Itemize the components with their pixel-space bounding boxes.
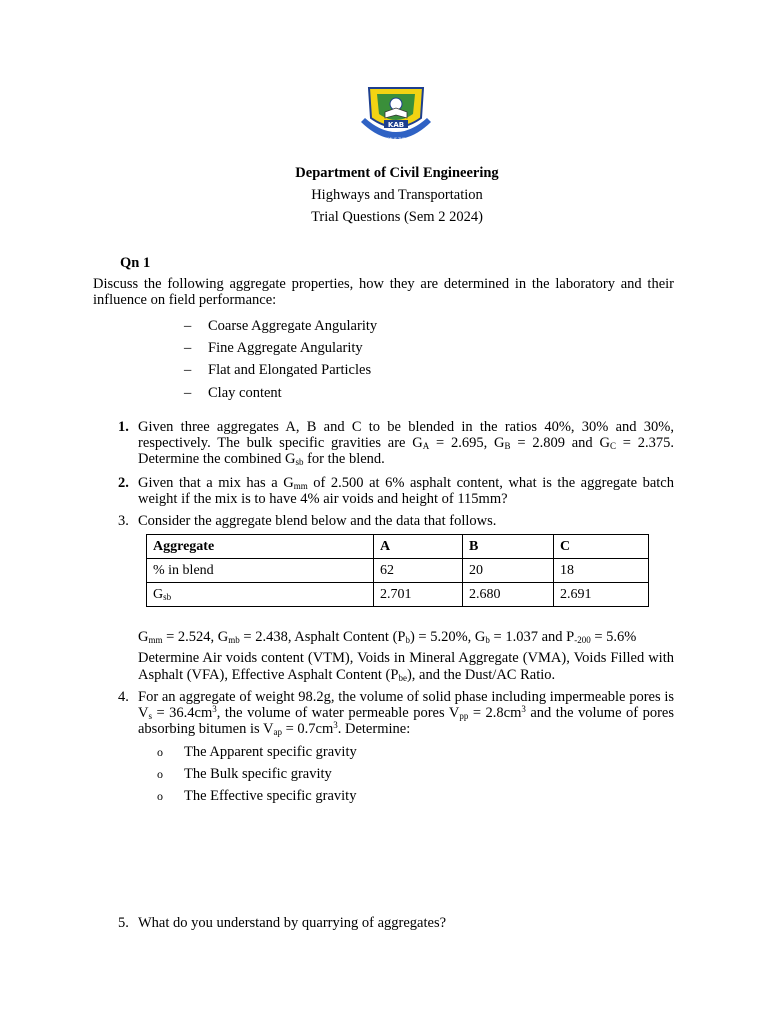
table-cell: 18: [554, 559, 649, 583]
question-text: For an aggregate of weight 98.2g, the volume of solid phase including impermeable pores is $V_s = 36.4cm^3$, the volume of water permeable pores $V_{pp} = 2.8cm^3$ and the volume of pores absorbing bitumen is $V_{ap} = 0.7cm^3$. Determine:: [138, 689, 674, 737]
question-3: [118, 513, 674, 529]
question-1-heading: Qn 1: [120, 255, 151, 271]
table-cell: 2.680: [463, 583, 554, 607]
question-5: [118, 915, 674, 931]
table-header: Aggregate: [147, 535, 374, 559]
aggregate-blend-table: [146, 534, 649, 607]
list-item: o The Bulk specific gravity: [157, 765, 332, 782]
list-item: o The Apparent specific gravity: [157, 743, 357, 760]
question-text: Given three aggregates A, B and C to be blended in the ratios 40%, 30% and 30%, respectively. The bulk specific gravities are $G_A = 2.695$, $G_B = 2.809$ and $G_C = 2.375$. Determine the combined $G_{sb}$ for the blend.: [138, 419, 674, 467]
list-item: – Fine Aggregate Angularity: [184, 339, 363, 356]
course-title: Highways and Transportation: [311, 187, 483, 203]
mix-data-formula: $G_{mm} = 2.524$, $G_{mb} = 2.438$, Asphalt Content $(P_b) = 5.20\%$, $G_b = 1.037$ and $P_{-200} = 5.6\%$: [138, 629, 637, 645]
question-number: 1.: [118, 419, 129, 435]
table-header-row: [147, 535, 649, 559]
question-text: Consider the aggregate blend below and the data that follows.: [138, 513, 497, 529]
question-text: What do you understand by quarrying of aggregates?: [138, 915, 447, 931]
list-item: – Coarse Aggregate Angularity: [184, 317, 378, 334]
circle-bullet-icon: o: [157, 788, 163, 803]
logo-text: KAB: [387, 121, 405, 129]
qn1-intro-text: Discuss the following aggregate properties, how they are determined in the laboratory and their influence on field performance:: [93, 276, 674, 308]
exam-title: Trial Questions (Sem 2 2024): [311, 209, 483, 225]
table-cell: 2.701: [374, 583, 463, 607]
table-cell: $G_{sb}$: [147, 583, 374, 607]
department-title: Department of Civil Engineering: [295, 165, 499, 181]
table-row: [147, 583, 649, 607]
table-header: C: [554, 535, 649, 559]
list-item: o The Effective specific gravity: [157, 787, 357, 804]
list-item: – Clay content: [184, 384, 282, 401]
table-row: [147, 559, 649, 583]
circle-bullet-icon: o: [157, 744, 163, 759]
question-2: [118, 475, 674, 507]
question-4: [118, 689, 674, 737]
question-number: 3.: [118, 513, 129, 529]
table-cell: 62: [374, 559, 463, 583]
circle-bullet-icon: o: [157, 766, 163, 781]
question-number: 4.: [118, 689, 129, 705]
table-cell: 20: [463, 559, 554, 583]
table-cell: % in blend: [147, 559, 374, 583]
aggregate-properties-list: [184, 315, 377, 404]
table-header: B: [463, 535, 554, 559]
question-number: 5.: [118, 915, 129, 931]
table-header: A: [374, 535, 463, 559]
question-3-determine-text: Determine Air voids content (VTM), Voids in Mineral Aggregate (VMA), Voids Filled with Asphalt (VFA), Effective Asphalt Content $(P_{be})$, and the Dust/AC Ratio.: [138, 650, 674, 683]
list-item: – Flat and Elongated Particles: [184, 362, 372, 379]
question-1: [118, 419, 674, 467]
question-number: 2.: [118, 475, 129, 491]
table-cell: 2.691: [554, 583, 649, 607]
university-crest-icon: [355, 84, 437, 156]
specific-gravity-list: [157, 741, 357, 807]
question-text: Given that a mix has a $G_{mm}$ of 2.500 at 6% asphalt content, what is the aggregate batch weight if the mix is to have 4% air voids and height of 115mm?: [138, 475, 674, 507]
university-logo: [355, 84, 437, 156]
logo-motto: EDUCATION IS THE FUTURE: [371, 137, 421, 141]
